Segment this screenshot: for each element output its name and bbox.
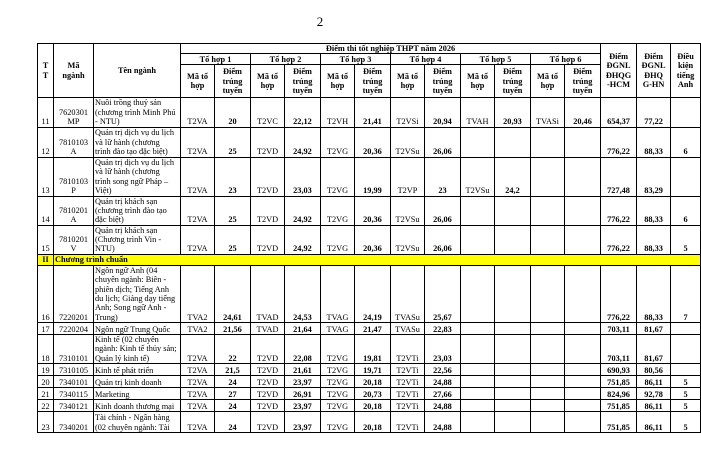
combo-code: T2VG (321, 364, 355, 376)
cutoff-score: 20,18 (355, 412, 391, 433)
combo-code: T2VSi (391, 98, 425, 127)
combo-code (461, 388, 495, 400)
major-name: Quản trị khách sạn (Chương trình Vin - NTU) (94, 225, 181, 254)
cutoff-score: 20,36 (355, 225, 391, 254)
cutoff-score (495, 364, 531, 376)
cutoff-score: 24,88 (425, 400, 461, 412)
cutoff-score (565, 196, 601, 225)
cutoff-score: 20,36 (355, 196, 391, 225)
major-name: Quản trị kinh doanh (94, 376, 181, 388)
major-code: 7340201 (54, 412, 94, 433)
combo-code: T2VD (251, 127, 285, 157)
row-number: 11 (38, 98, 54, 127)
combo-code: TVASu (391, 265, 425, 322)
dgnl-hcm-score: 776,22 (601, 127, 637, 157)
combo-code: TVAG (321, 323, 355, 335)
header-diem-trung-tuyen: Điểm trúng tuyển (425, 65, 461, 98)
combo-code: T2VA (181, 127, 215, 157)
row-number: 13 (38, 157, 54, 196)
cutoff-score: 25 (215, 127, 251, 157)
dgnl-hcm-score: 776,22 (601, 196, 637, 225)
cutoff-score: 26,06 (425, 225, 461, 254)
combo-code (531, 323, 565, 335)
combo-code: T2VG (321, 400, 355, 412)
cutoff-score: 21,5 (215, 364, 251, 376)
row-number: 17 (38, 323, 54, 335)
header-diem-trung-tuyen: Điểm trúng tuyển (285, 65, 321, 98)
cutoff-score: 26,06 (425, 127, 461, 157)
major-code: 7810201 V (54, 225, 94, 254)
combo-code: T2VD (251, 335, 285, 364)
cutoff-score (565, 376, 601, 388)
dgnl-hn-score: 86,11 (637, 400, 671, 412)
header-ma-to-hop: Mã tổ hợp (251, 65, 285, 98)
cutoff-score: 20 (215, 98, 251, 127)
combo-code (461, 400, 495, 412)
cutoff-score (495, 335, 531, 364)
row-number: 19 (38, 364, 54, 376)
header-ma-to-hop: Mã tổ hợp (181, 65, 215, 98)
cutoff-score: 22,56 (425, 364, 461, 376)
combo-code: T2VSu (391, 225, 425, 254)
cutoff-score: 21,47 (355, 323, 391, 335)
dgnl-hn-score: 92,78 (637, 388, 671, 400)
cutoff-score (565, 265, 601, 322)
cutoff-score: 20,18 (355, 376, 391, 388)
combo-code (531, 196, 565, 225)
cutoff-score: 21,56 (215, 323, 251, 335)
header-diem-trung-tuyen: Điểm trúng tuyển (565, 65, 601, 98)
header-combo-1: Tổ hợp 1 (181, 54, 251, 65)
combo-code: T2VTi (391, 335, 425, 364)
header-dk-tieng-anh: Điều kiện tiếng Anh (671, 44, 701, 98)
cutoff-score (565, 388, 601, 400)
cutoff-score: 26,06 (425, 196, 461, 225)
major-name: Ngôn ngữ Trung Quốc (94, 323, 181, 335)
cutoff-score: 23,03 (285, 157, 321, 196)
header-ten-nganh: Tên ngành (94, 44, 181, 98)
dgnl-hn-score: 86,11 (637, 412, 671, 433)
major-code: 7220204 (54, 323, 94, 335)
combo-code: T2VSu (391, 127, 425, 157)
combo-code (461, 265, 495, 322)
cutoff-score (495, 388, 531, 400)
header-dgnl-hcm: Điểm ĐGNL ĐHQG -HCM (601, 44, 637, 98)
combo-code: T2VD (251, 376, 285, 388)
combo-code: T2VD (251, 388, 285, 400)
cutoff-score: 21,64 (285, 323, 321, 335)
cutoff-score: 24,53 (285, 265, 321, 322)
table-row (38, 364, 701, 376)
dgnl-hcm-score: 776,22 (601, 225, 637, 254)
row-number: 14 (38, 196, 54, 225)
combo-code: T2VG (321, 335, 355, 364)
table-row (38, 412, 701, 433)
combo-code: TVAH (461, 98, 495, 127)
header-dgnl-hn: Điểm ĐGNL ĐHQ G-HN (637, 44, 671, 98)
cutoff-score: 20,73 (355, 388, 391, 400)
combo-code: T2VP (391, 157, 425, 196)
section-row (38, 254, 701, 265)
combo-code (531, 335, 565, 364)
header-combo-5: Tổ hợp 5 (461, 54, 531, 65)
dgnl-hcm-score: 751,85 (601, 400, 637, 412)
major-name: Quản trị khách sạn (chương trình đào tạo đặc biệt) (94, 196, 181, 225)
combo-code: TVAD (251, 323, 285, 335)
cutoff-score: 24,2 (495, 157, 531, 196)
cutoff-score: 20,94 (425, 98, 461, 127)
cutoff-score: 21,61 (285, 364, 321, 376)
combo-code (531, 157, 565, 196)
cutoff-score (565, 364, 601, 376)
dgnl-hn-score: 88,33 (637, 196, 671, 225)
header-tt: T T (38, 44, 54, 98)
cutoff-score: 24 (215, 376, 251, 388)
header-diem-trung-tuyen: Điểm trúng tuyển (355, 65, 391, 98)
cutoff-score (565, 323, 601, 335)
combo-code: T2VA (181, 98, 215, 127)
row-number: 18 (38, 335, 54, 364)
english-requirement: 7 (671, 265, 701, 322)
major-name: Ngôn ngữ Anh (04 chuyên ngành: Biên - phiên dịch; Tiếng Anh du lịch; Giảng dạy tiếng Anh; Song ngữ Anh - Trung) (94, 265, 181, 322)
combo-code (531, 412, 565, 433)
table-row (38, 98, 701, 127)
english-requirement: 6 (671, 127, 701, 157)
combo-code (531, 400, 565, 412)
table-row (38, 265, 701, 322)
dgnl-hcm-score: 751,85 (601, 376, 637, 388)
table-row (38, 323, 701, 335)
combo-code (461, 335, 495, 364)
combo-code: T2VA (181, 412, 215, 433)
cutoff-score: 27,66 (425, 388, 461, 400)
combo-code: T2VD (251, 364, 285, 376)
cutoff-score (565, 127, 601, 157)
cutoff-score (495, 196, 531, 225)
header-diem-trung-tuyen: Điểm trúng tuyển (495, 65, 531, 98)
cutoff-score: 24,92 (285, 196, 321, 225)
header-combo-3: Tổ hợp 3 (321, 54, 391, 65)
page-number: 2 (316, 14, 324, 29)
row-number: 12 (38, 127, 54, 157)
section-number: II (38, 254, 54, 265)
row-number: 16 (38, 265, 54, 322)
dgnl-hcm-score: 703,11 (601, 323, 637, 335)
cutoff-score: 24,88 (425, 376, 461, 388)
english-requirement: 5 (671, 412, 701, 433)
table-row (38, 376, 701, 388)
cutoff-score: 24 (215, 412, 251, 433)
combo-code: T2VD (251, 400, 285, 412)
cutoff-score: 25 (215, 196, 251, 225)
combo-code: T2VTi (391, 364, 425, 376)
combo-code (531, 376, 565, 388)
dgnl-hn-score: 80,56 (637, 364, 671, 376)
combo-code: T2VTi (391, 388, 425, 400)
table-row (38, 400, 701, 412)
table-row (38, 225, 701, 254)
combo-code (531, 265, 565, 322)
cutoff-score: 23,97 (285, 400, 321, 412)
cutoff-score (565, 157, 601, 196)
cutoff-score (565, 335, 601, 364)
cutoff-score: 22,83 (425, 323, 461, 335)
table-row (38, 335, 701, 364)
combo-code (461, 127, 495, 157)
combo-code: T2VG (321, 196, 355, 225)
dgnl-hn-score: 88,33 (637, 265, 671, 322)
combo-code: T2VG (321, 225, 355, 254)
dgnl-hn-score: 81,67 (637, 335, 671, 364)
combo-code: T2VH (321, 98, 355, 127)
combo-code (461, 376, 495, 388)
major-name: Quản trị dịch vụ du lịch và lữ hành (chương trình đào tạo đặc biệt) (94, 127, 181, 157)
cutoff-score (495, 127, 531, 157)
combo-code: TVAD (251, 265, 285, 322)
table-row (38, 388, 701, 400)
combo-code: T2VD (251, 412, 285, 433)
cutoff-score: 23,03 (425, 335, 461, 364)
cutoff-score: 24,88 (425, 412, 461, 433)
dgnl-hcm-score: 727,48 (601, 157, 637, 196)
header-ma-to-hop: Mã tổ hợp (531, 65, 565, 98)
combo-code: T2VA (181, 364, 215, 376)
combo-code: T2VA (181, 376, 215, 388)
table-row (38, 196, 701, 225)
cutoff-score (565, 400, 601, 412)
table-row (38, 157, 701, 196)
header-ma-nganh: Mã ngành (54, 44, 94, 98)
cutoff-score (495, 265, 531, 322)
cutoff-score: 24,19 (355, 265, 391, 322)
english-requirement: 5 (671, 400, 701, 412)
combo-code: T2VSu (391, 196, 425, 225)
cutoff-score: 20,18 (355, 400, 391, 412)
english-requirement (671, 364, 701, 376)
cutoff-score: 25 (215, 225, 251, 254)
header-combo-2: Tổ hợp 2 (251, 54, 321, 65)
cutoff-score: 24,61 (215, 265, 251, 322)
english-requirement: 6 (671, 196, 701, 225)
combo-code: TVAG (321, 265, 355, 322)
combo-code (461, 364, 495, 376)
dgnl-hn-score: 88,33 (637, 127, 671, 157)
combo-code (531, 225, 565, 254)
major-name: Kinh doanh thương mại (94, 400, 181, 412)
cutoff-score: 24,92 (285, 127, 321, 157)
cutoff-score: 24 (215, 400, 251, 412)
major-name: Nuôi trồng thuỷ sản (chương trình Minh Phú - NTU) (94, 98, 181, 127)
combo-code: TVASi (531, 98, 565, 127)
header-diem-trung-tuyen: Điểm trúng tuyển (215, 65, 251, 98)
combo-code: T2VTi (391, 412, 425, 433)
combo-code (461, 196, 495, 225)
english-requirement (671, 98, 701, 127)
combo-code (531, 127, 565, 157)
major-code: 7810103 A (54, 127, 94, 157)
combo-code: T2VA (181, 388, 215, 400)
cutoff-score: 22,12 (285, 98, 321, 127)
combo-code (531, 388, 565, 400)
cutoff-score: 26,91 (285, 388, 321, 400)
dgnl-hn-score: 83,29 (637, 157, 671, 196)
combo-code: T2VA (181, 335, 215, 364)
combo-code: T2VA (181, 157, 215, 196)
cutoff-score: 23 (215, 157, 251, 196)
table-row (38, 127, 701, 157)
section-title: Chương trình chuẩn (54, 254, 701, 265)
header-ma-to-hop: Mã tổ hợp (321, 65, 355, 98)
cutoff-score (495, 376, 531, 388)
dgnl-hn-score: 86,11 (637, 376, 671, 388)
major-code: 7220201 (54, 265, 94, 322)
combo-code (531, 364, 565, 376)
cutoff-score (495, 225, 531, 254)
cutoff-score: 24,92 (285, 225, 321, 254)
major-code: 7810103 P (54, 157, 94, 196)
major-name: Kinh tế phát triển (94, 364, 181, 376)
dgnl-hcm-score: 776,22 (601, 265, 637, 322)
cutoff-score: 20,36 (355, 127, 391, 157)
major-code: 7340115 (54, 388, 94, 400)
cutoff-score: 23,97 (285, 376, 321, 388)
row-number: 21 (38, 388, 54, 400)
header-combo-4: Tổ hợp 4 (391, 54, 461, 65)
combo-code: T2VG (321, 376, 355, 388)
combo-code: T2VTi (391, 400, 425, 412)
cutoff-score: 22,08 (285, 335, 321, 364)
dgnl-hcm-score: 690,93 (601, 364, 637, 376)
dgnl-hcm-score: 824,96 (601, 388, 637, 400)
combo-code: T2VG (321, 388, 355, 400)
cutoff-score (565, 225, 601, 254)
combo-code: T2VG (321, 127, 355, 157)
combo-code (461, 225, 495, 254)
major-name: Quản trị dịch vụ du lịch và lữ hành (chương trình song ngữ Pháp – Việt) (94, 157, 181, 196)
english-requirement (671, 323, 701, 335)
english-requirement (671, 335, 701, 364)
major-code: 7310101 (54, 335, 94, 364)
combo-code: T2VG (321, 412, 355, 433)
cutoff-score (495, 323, 531, 335)
cutoff-score: 23,97 (285, 412, 321, 433)
cutoff-score: 20,46 (565, 98, 601, 127)
cutoff-score: 19,99 (355, 157, 391, 196)
combo-code: T2VTi (391, 376, 425, 388)
combo-code (461, 323, 495, 335)
combo-code: T2VA (181, 225, 215, 254)
dgnl-hn-score: 81,67 (637, 323, 671, 335)
cutoff-score (495, 412, 531, 433)
cutoff-score: 23 (425, 157, 461, 196)
cutoff-score: 19,71 (355, 364, 391, 376)
admission-score-table (37, 43, 701, 433)
combo-code: T2VC (251, 98, 285, 127)
combo-code (461, 412, 495, 433)
english-requirement: 5 (671, 376, 701, 388)
combo-code: T2VD (251, 157, 285, 196)
header-ma-to-hop: Mã tổ hợp (391, 65, 425, 98)
major-name: Tài chính - Ngân hàng (02 chuyên ngành: Tài (94, 412, 181, 433)
major-code: 7340101 (54, 376, 94, 388)
major-name: Kinh tế (02 chuyên ngành: Kinh tế thủy sản; Quản lý kinh tế) (94, 335, 181, 364)
cutoff-score (565, 412, 601, 433)
major-code: 7810201 A (54, 196, 94, 225)
combo-code: T2VG (321, 157, 355, 196)
major-code: 7310105 (54, 364, 94, 376)
major-code: 7340121 (54, 400, 94, 412)
combo-code: T2VD (251, 196, 285, 225)
major-name: Marketing (94, 388, 181, 400)
combo-code: T2VA (181, 400, 215, 412)
cutoff-score: 22 (215, 335, 251, 364)
dgnl-hn-score: 88,33 (637, 225, 671, 254)
row-number: 20 (38, 376, 54, 388)
cutoff-score: 20,93 (495, 98, 531, 127)
combo-code: T2VSu (461, 157, 495, 196)
row-number: 22 (38, 400, 54, 412)
combo-code: TVA2 (181, 265, 215, 322)
english-requirement: 5 (671, 388, 701, 400)
cutoff-score: 27 (215, 388, 251, 400)
row-number: 15 (38, 225, 54, 254)
english-requirement: 5 (671, 225, 701, 254)
dgnl-hcm-score: 654,37 (601, 98, 637, 127)
combo-code: TVASu (391, 323, 425, 335)
combo-code: T2VD (251, 225, 285, 254)
header-ma-to-hop: Mã tổ hợp (461, 65, 495, 98)
cutoff-score: 25,67 (425, 265, 461, 322)
header-group-title: Điểm thi tốt nghiệp THPT năm 2026 (181, 44, 601, 54)
dgnl-hn-score: 77,22 (637, 98, 671, 127)
combo-code: T2VA (181, 196, 215, 225)
dgnl-hcm-score: 703,11 (601, 335, 637, 364)
row-number: 23 (38, 412, 54, 433)
header-combo-6: Tổ hợp 6 (531, 54, 601, 65)
combo-code: TVA2 (181, 323, 215, 335)
cutoff-score (495, 400, 531, 412)
major-code: 7620301 MP (54, 98, 94, 127)
cutoff-score: 19,81 (355, 335, 391, 364)
dgnl-hcm-score: 751,85 (601, 412, 637, 433)
cutoff-score: 21,41 (355, 98, 391, 127)
english-requirement (671, 157, 701, 196)
